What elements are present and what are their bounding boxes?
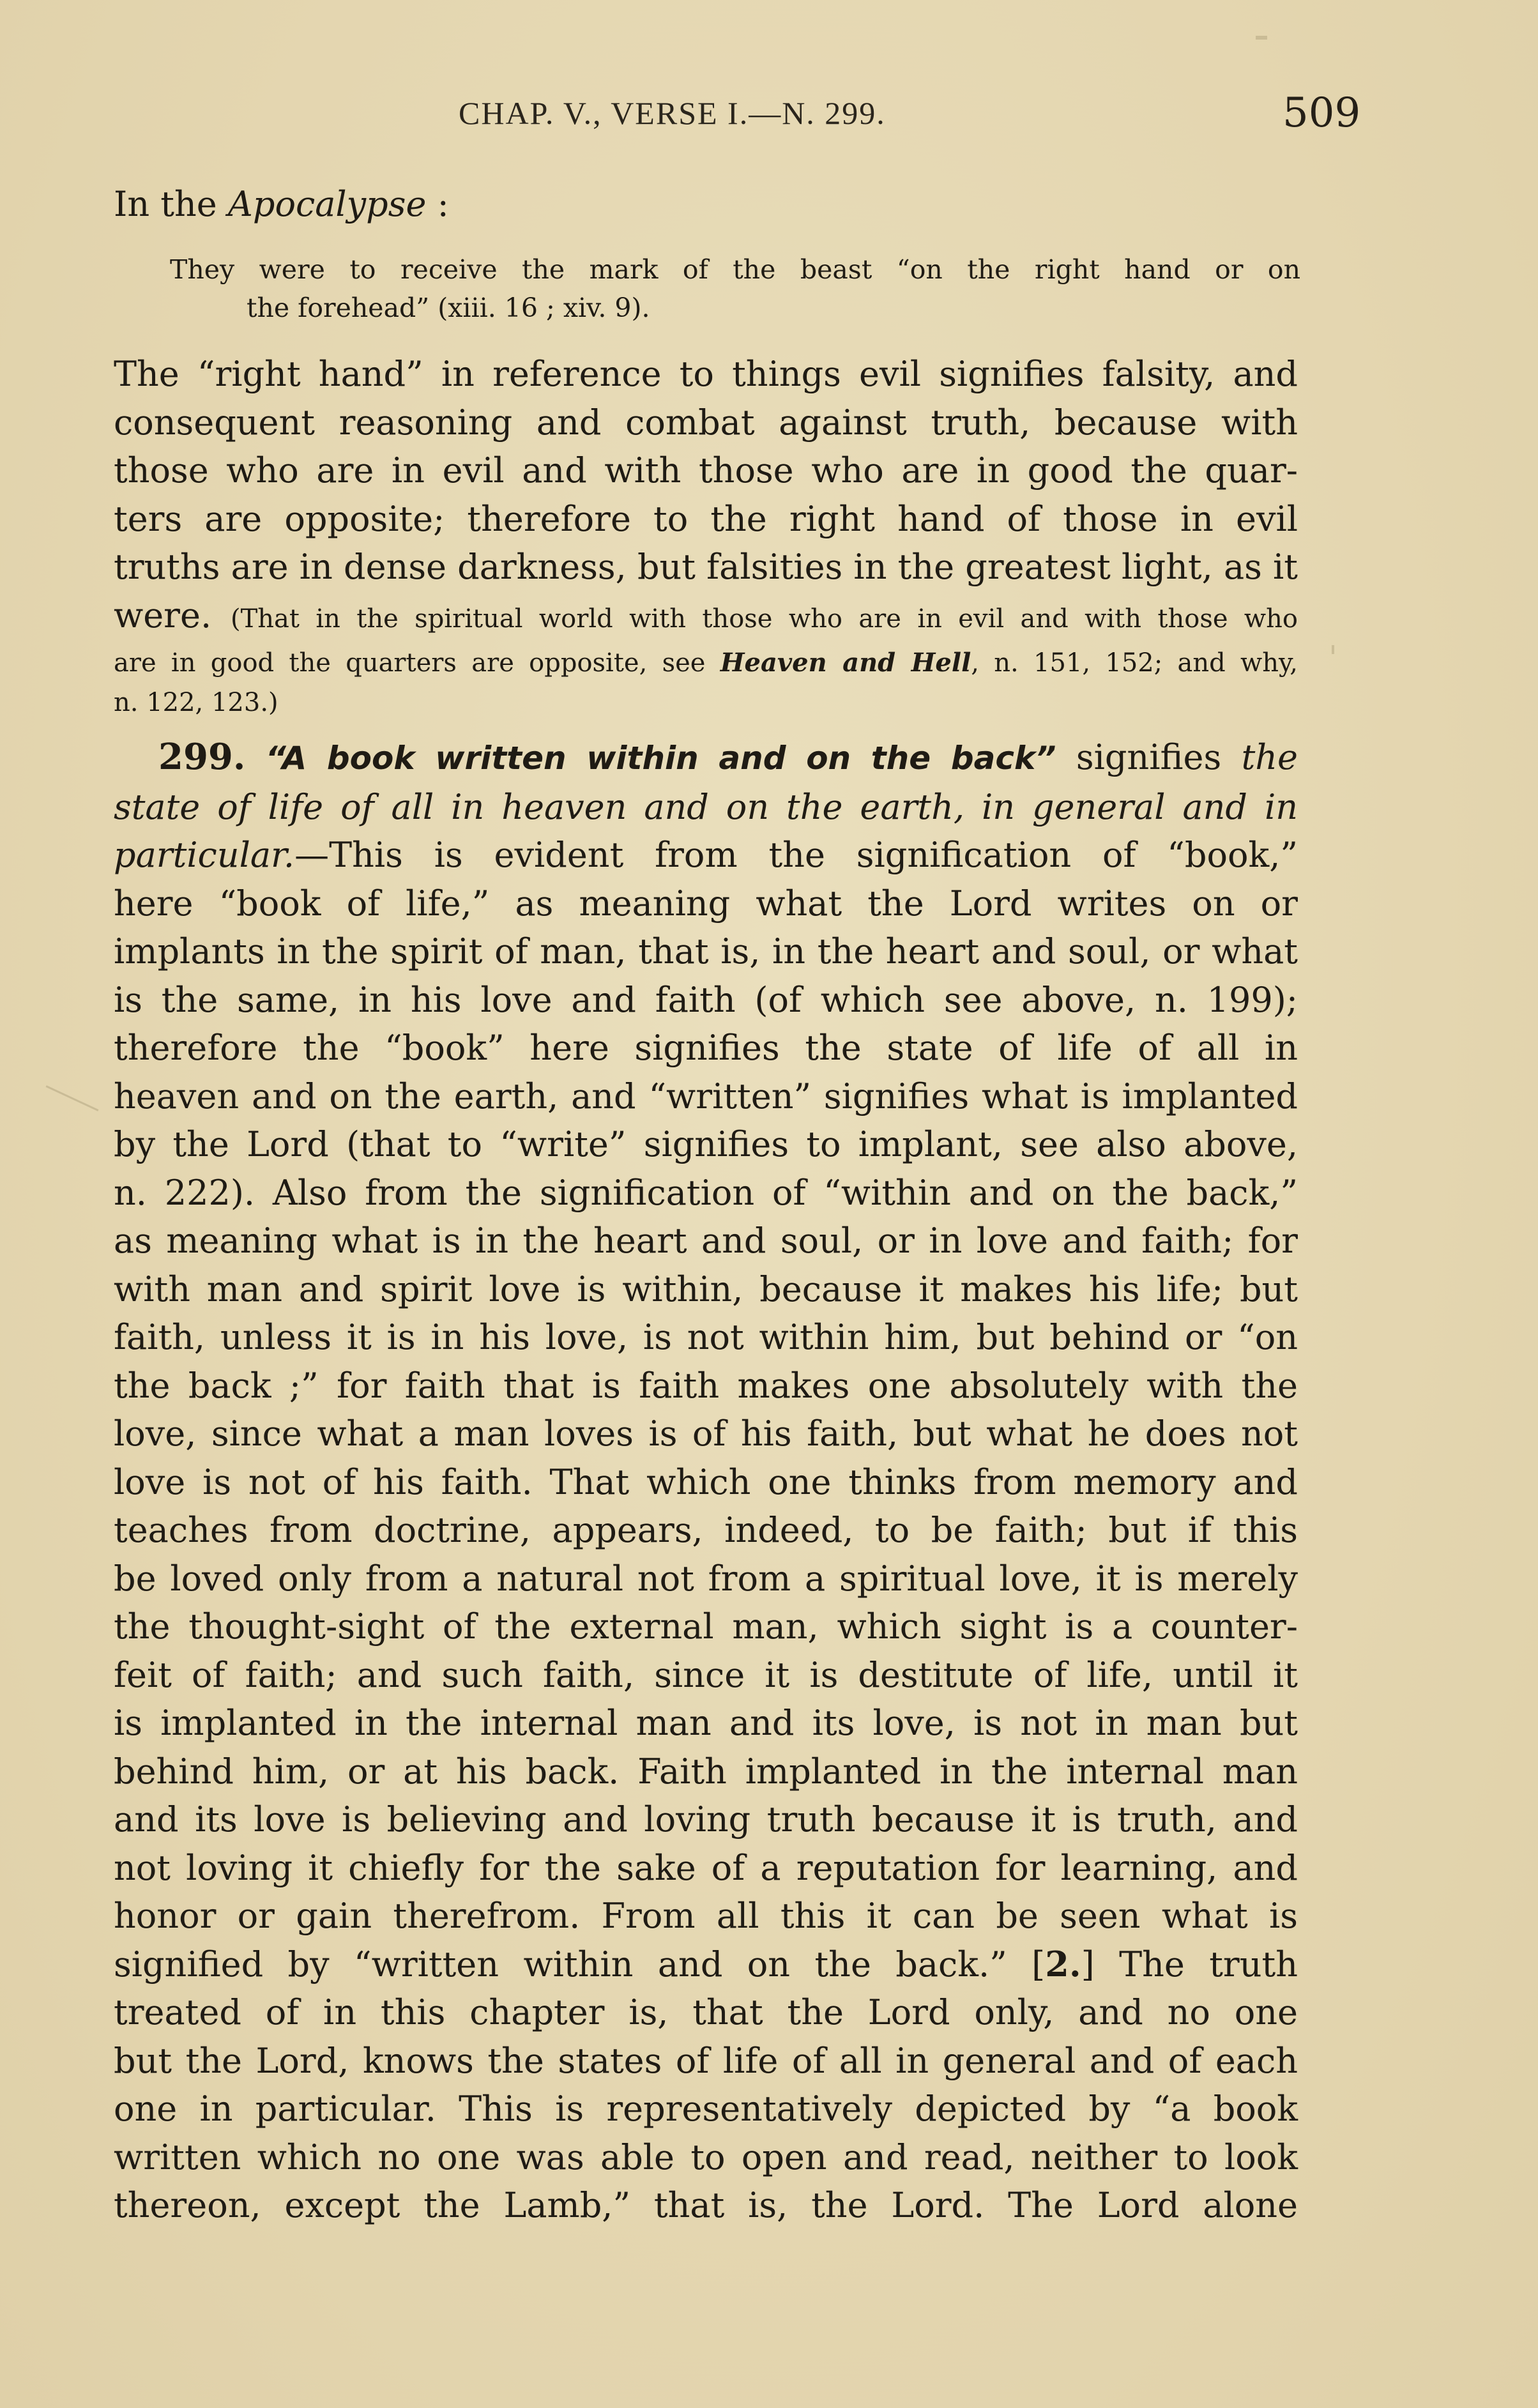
intro-prefix: In the [114, 184, 228, 224]
text-line: the thought-sight of the external man, which sight is a counter- [114, 1606, 1298, 1647]
text-line: consequent reasoning and combat against truth, because with [114, 402, 1298, 443]
text-line: be loved only from a natural not from a spiritual love, it is merely [114, 1558, 1298, 1599]
paragraph-number: 299. [158, 736, 246, 778]
block-quote [170, 250, 1300, 327]
cross-reference-title: Heaven and Hell [720, 648, 971, 678]
text-line: honor or gain therefrom. From all this it can be seen what is [114, 1896, 1298, 1936]
text-line: those who are in evil and with those who are in good the quar- [114, 450, 1298, 491]
text-fragment: ] The truth [1081, 1944, 1298, 1985]
text-fragment: signified by “written within and on the back.” [ [114, 1944, 1046, 1985]
text-line: teaches from doctrine, appears, indeed, to be faith; but if this [114, 1510, 1298, 1550]
text-fragment: —This is evident from the signification of “book,” [294, 835, 1298, 875]
text-line: is the same, in his love and faith (of which see above, n. 199); [114, 979, 1298, 1020]
text-line: implants in the spirit of man, that is, in the heart and soul, or what [114, 931, 1298, 972]
text-fragment: particular. [114, 835, 295, 875]
reference-note-line: n. 122, 123.) [114, 688, 278, 717]
text-line [114, 1940, 1298, 1989]
text-line: The “right hand” in reference to things evil signifies falsity, and [114, 354, 1298, 394]
text-fragment: the [1241, 737, 1298, 777]
text-line: therefore the “book” here signifies the state of life of all in [114, 1028, 1298, 1068]
text-line: faith, unless it is in his love, is not within him, but behind or “on [114, 1317, 1298, 1357]
section-marker: 2. [1045, 1943, 1081, 1985]
text-line: with man and spirit love is within, because it makes his life; but [114, 1269, 1298, 1309]
paragraph-299 [114, 733, 1298, 2230]
paper-smudge [1332, 645, 1334, 654]
text-fragment: , n. 151, 152; and why, [971, 648, 1298, 678]
reference-note: (That in the spiritual world with those who are in evil and with those who [230, 604, 1298, 634]
text-line: thereon, except the Lamb,” that is, the Lord. The Lord alone [114, 2185, 1298, 2225]
paragraph-heading-line [114, 733, 1298, 783]
reference-note-line [114, 643, 1298, 683]
text-line: and its love is believing and loving truth because it is truth, and [114, 1799, 1298, 1840]
text-line: feit of faith; and such faith, since it is destitute of life, until it [114, 1654, 1298, 1695]
text-line: heaven and on the earth, and “written” signifies what is implanted [114, 1076, 1298, 1116]
text-fragment: signifies [1056, 737, 1242, 777]
quote-line: the forehead” (xiii. 16 ; xiv. 9). [247, 293, 650, 323]
text-line: the back ;” for faith that is faith makes one absolutely with the [114, 1365, 1298, 1406]
text-line: state of life of all in heaven and on the earth, in general and in [114, 786, 1298, 827]
text-line [114, 831, 1298, 880]
text-line: one in particular. This is representatively depicted by “a book [114, 2089, 1298, 2129]
text-line: as meaning what is in the heart and soul, or in love and faith; for [114, 1221, 1298, 1261]
text-line: love is not of his faith. That which one thinks from memory and [114, 1461, 1298, 1502]
source-title: Apocalypse [227, 184, 427, 224]
text-line: is implanted in the internal man and its love, is not in man but [114, 1703, 1298, 1743]
paragraph-right-hand [114, 350, 1298, 722]
text-line: written which no one was able to open and read, neither to look [114, 2137, 1298, 2177]
page-number: 509 [1283, 89, 1361, 137]
text-line: truths are in dense darkness, but falsities in the greatest light, as it [114, 547, 1298, 587]
intro-line [114, 179, 449, 230]
text-fragment: were. [114, 595, 212, 636]
paper-scratch [46, 1085, 99, 1111]
text-line: not loving it chiefly for the sake of a reputation for learning, and [114, 1847, 1298, 1888]
text-line: behind him, or at his back. Faith implanted in the internal man [114, 1751, 1298, 1792]
running-head: CHAP. V., VERSE I.—N. 299. [459, 95, 886, 131]
text-line [114, 591, 1298, 644]
intro-suffix: : [426, 184, 449, 224]
text-line: here “book of life,” as meaning what the Lord writes on or [114, 883, 1298, 924]
text-line: treated of in this chapter is, that the Lord only, and no one [114, 1992, 1298, 2032]
text-line: ters are opposite; therefore to the right hand of those in evil [114, 498, 1298, 539]
paragraph-heading: “A book written within and on the back” [265, 740, 1056, 777]
text-line: but the Lord, knows the states of life of all in general and of each [114, 2040, 1298, 2081]
text-fragment: are in good the quarters are opposite, see [114, 648, 720, 678]
text-line: by the Lord (that to “write” signifies to implant, see also above, [114, 1124, 1298, 1164]
quote-line: They were to receive the mark of the beast “on the right hand or on [170, 254, 1300, 285]
paper-smudge [1256, 36, 1267, 40]
text-line: n. 222). Also from the signification of “within and on the back,” [114, 1172, 1298, 1213]
text-line: love, since what a man loves is of his faith, but what he does not [114, 1414, 1298, 1454]
